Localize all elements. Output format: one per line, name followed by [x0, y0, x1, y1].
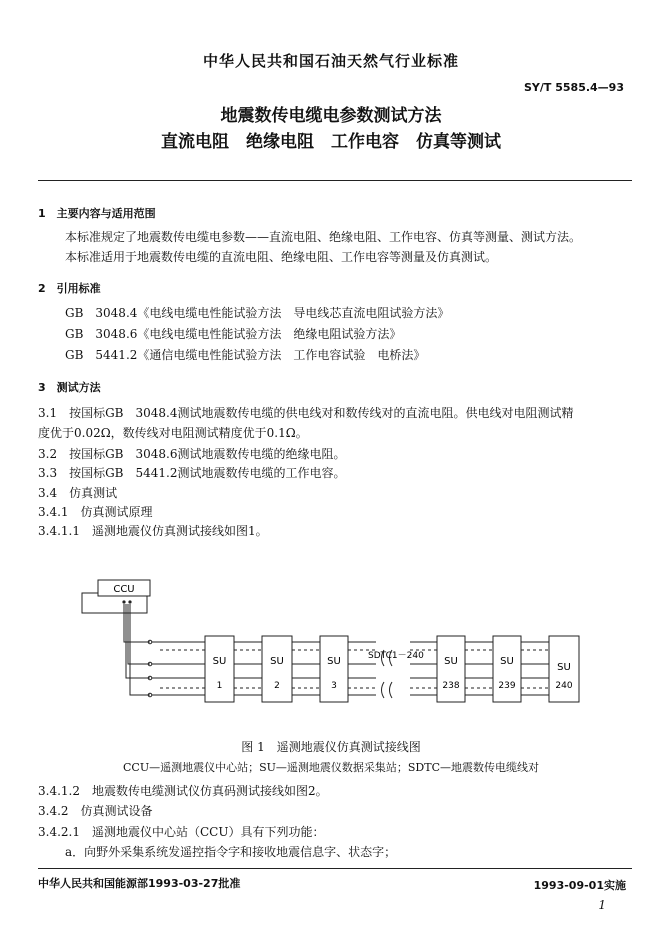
- title-line-1: 地震数传电缆电参数测试方法: [220, 106, 442, 126]
- clause-3-4-2: 3.4.2 仿真测试设备: [38, 804, 153, 818]
- section-1-paragraph-1: 本标准规定了地震数传电缆电参数——直流电阻、绝缘电阻、工作电容、仿真等测量、测试方法。: [65, 230, 582, 244]
- su-station: [320, 636, 348, 702]
- ccu-label: CCU: [113, 584, 135, 595]
- header-divider: [38, 180, 632, 181]
- standard-code: SY/T 5585.4—93: [524, 81, 624, 94]
- su-label: SU: [500, 656, 514, 667]
- su-station: [493, 636, 521, 702]
- page-number: 1: [598, 898, 606, 912]
- clause-3-4-2-1: 3.4.2.1 遥测地震仪中心站（CCU）具有下列功能：: [38, 825, 325, 839]
- approval-text: 中华人民共和国能源部1993-03-27批准: [38, 877, 241, 890]
- su-number: 3: [331, 681, 337, 691]
- su-number: 240: [555, 681, 573, 691]
- footer-divider: [38, 868, 632, 869]
- su-label: SU: [327, 656, 341, 667]
- clause-3-3: 3.3 按国标GB 5441.2测试地震数传电缆的工作电容。: [38, 466, 346, 480]
- su-station: [549, 636, 579, 702]
- su-number: 2: [274, 681, 280, 691]
- clause-3-1-line-2: 度优于0.02Ω，数传线对电阻测试精度优于0.1Ω。: [38, 426, 308, 440]
- section-1-paragraph-2: 本标准适用于地震数传电缆的直流电阻、绝缘电阻、工作电容等测量及仿真测试。: [65, 250, 498, 264]
- figure-1-legend: CCU—遥测地震仪中心站；SU—遥测地震仪数据采集站；SDTC—地震数传电缆线对: [122, 761, 540, 774]
- su-station: [262, 636, 292, 702]
- implement-date: 1993-09-01实施: [533, 879, 626, 892]
- cable-label: SDTC1－240: [368, 651, 424, 661]
- clause-3-4-1-1: 3.4.1.1 遥测地震仪仿真测试接线如图1。: [38, 524, 268, 538]
- clause-3-4: 3.4 仿真测试: [38, 486, 118, 500]
- reference-item: GB 3048.6《电线电缆电性能试验方法 绝缘电阻试验方法》: [65, 327, 402, 341]
- list-item-a: a．向野外采集系统发遥控指令字和接收地震信息字、状态字；: [65, 845, 397, 859]
- su-station: [437, 636, 465, 702]
- section-2-heading: 2 引用标准: [38, 282, 101, 295]
- reference-item: GB 3048.4《电线电缆电性能试验方法 导电线芯直流电阻试验方法》: [65, 306, 450, 320]
- su-number: 238: [442, 681, 460, 691]
- figure-1-diagram: [0, 560, 662, 740]
- su-label: SU: [270, 656, 284, 667]
- su-number: 239: [498, 681, 516, 691]
- su-label: SU: [444, 656, 458, 667]
- issuer: 中华人民共和国石油天然气行业标准: [202, 52, 459, 70]
- section-3-heading: 3 测试方法: [38, 381, 101, 394]
- section-1-heading: 1 主要内容与适用范围: [38, 207, 156, 220]
- reference-item: GB 5441.2《通信电缆电性能试验方法 工作电容试验 电桥法》: [65, 348, 426, 362]
- clause-3-4-1: 3.4.1 仿真测试原理: [38, 505, 153, 519]
- ccu-unit: [82, 580, 150, 613]
- clause-3-2: 3.2 按国标GB 3048.6测试地震数传电缆的绝缘电阻。: [38, 447, 346, 461]
- clause-3-1-line-1: 3.1 按国标GB 3048.4测试地震数传电缆的供电线对和数传线对的直流电阻。供电线对电阻测试精: [38, 406, 574, 420]
- clause-3-4-1-2: 3.4.1.2 地震数传电缆测试仪仿真码测试接线如图2。: [38, 784, 328, 798]
- su-label: SU: [557, 662, 571, 673]
- title-line-2: 直流电阻 绝缘电阻 工作电容 仿真等测试: [161, 132, 501, 152]
- su-station: [205, 636, 234, 702]
- su-number: 1: [216, 681, 223, 691]
- su-label: SU: [212, 656, 227, 667]
- figure-1-caption: 图 1 遥测地震仪仿真测试接线图: [241, 740, 421, 754]
